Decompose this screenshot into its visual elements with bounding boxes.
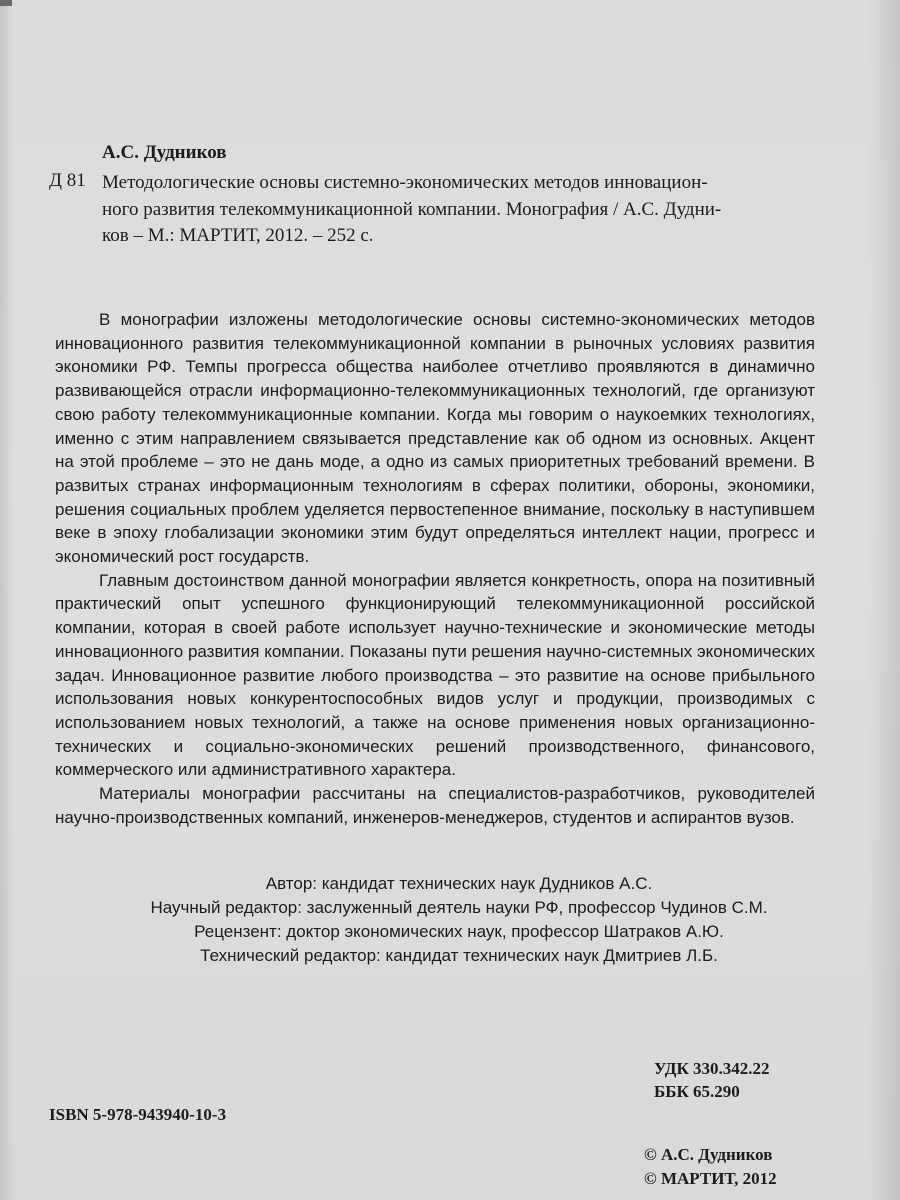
credit-reviewer: Рецензент: доктор экономических наук, профессор Шатраков А.Ю.	[194, 922, 724, 941]
biblio-line: Методологические основы системно-экономических методов инновацион-	[102, 172, 708, 193]
copyright-author: © А.С. Дудников	[644, 1145, 773, 1164]
credits-block	[0, 872, 900, 968]
page-edge-shadow-left	[0, 0, 14, 1200]
author-heading: А.С. Дудников	[102, 142, 227, 163]
copyright-publisher: © МАРТИТ, 2012	[644, 1169, 777, 1188]
isbn: ISBN 5-978-943940-10-3	[49, 1105, 227, 1124]
udk-code: УДК 330.342.22	[654, 1059, 770, 1078]
abstract	[55, 308, 815, 829]
biblio-line: ного развития телекоммуникационной компании. Монография / А.С. Дудни-	[102, 198, 722, 220]
bibliographic-record	[102, 170, 792, 250]
corner-mark	[0, 0, 12, 6]
bbk-code: ББК 65.290	[654, 1082, 740, 1101]
abstract-paragraph: Главным достоинством данной монографии является конкретность, опора на позитивный практический опыт успешного функционирующий телекоммуникационной российской компании, которая в своей работе использует научно-технические и экономические методы инновационного развития компании. Показаны пути решения научно-системных экономических задач. Инновационное развитие любого производства – это развитие на основе прибыльного использования новых конкурентоспособных видов услуг и продукции, производимых с использованием новых технологий, а также на основе применения новых организационно-технических и социально-экономических решений производственного, финансового, коммерческого или административного характера.	[55, 570, 815, 780]
credit-author: Автор: кандидат технических наук Дудников А.С.	[265, 874, 653, 893]
classmark: Д 81	[49, 170, 86, 191]
credit-scientific-editor: Научный редактор: заслуженный деятель науки РФ, профессор Чудинов С.М.	[150, 898, 768, 917]
copyright-block	[644, 1143, 777, 1191]
biblio-line: ков – М.: МАРТИТ, 2012. – 252 с.	[102, 225, 374, 246]
abstract-paragraph: В монографии изложены методологические основы системно-экономических методов инновационного развития телекоммуникационной компании в рыночных условиях развития экономики РФ. Темпы прогресса общества наиболее отчетливо проявляются в динамично развивающейся отрасли информационно-телекоммуникационных технологий, где организуют свою работу телекоммуникационные компании. Когда мы говорим о наукоемких технологиях, именно с этим направлением связывается представление как об одном из основных. Акцент на этой проблеме – это не дань моде, а одно из самых приоритетных требований времени. В развитых странах информационным технологиям в сферах политики, обороны, экономики, решения социальных проблем уделяется первостепенное внимание, поскольку в наступившем веке в эпоху глобализации экономики этим будут определяться интеллект нации, прогресс и экономический рост государств.	[55, 310, 815, 567]
page-edge-shadow-right	[868, 0, 900, 1200]
credit-technical-editor: Технический редактор: кандидат технических наук Дмитриев Л.Б.	[200, 946, 718, 965]
classification-codes	[654, 1057, 770, 1103]
abstract-paragraph: Материалы монографии рассчитаны на специалистов-разработчиков, руководителей научно-производственных компаний, инженеров-менеджеров, студентов и аспирантов вузов.	[55, 784, 815, 827]
